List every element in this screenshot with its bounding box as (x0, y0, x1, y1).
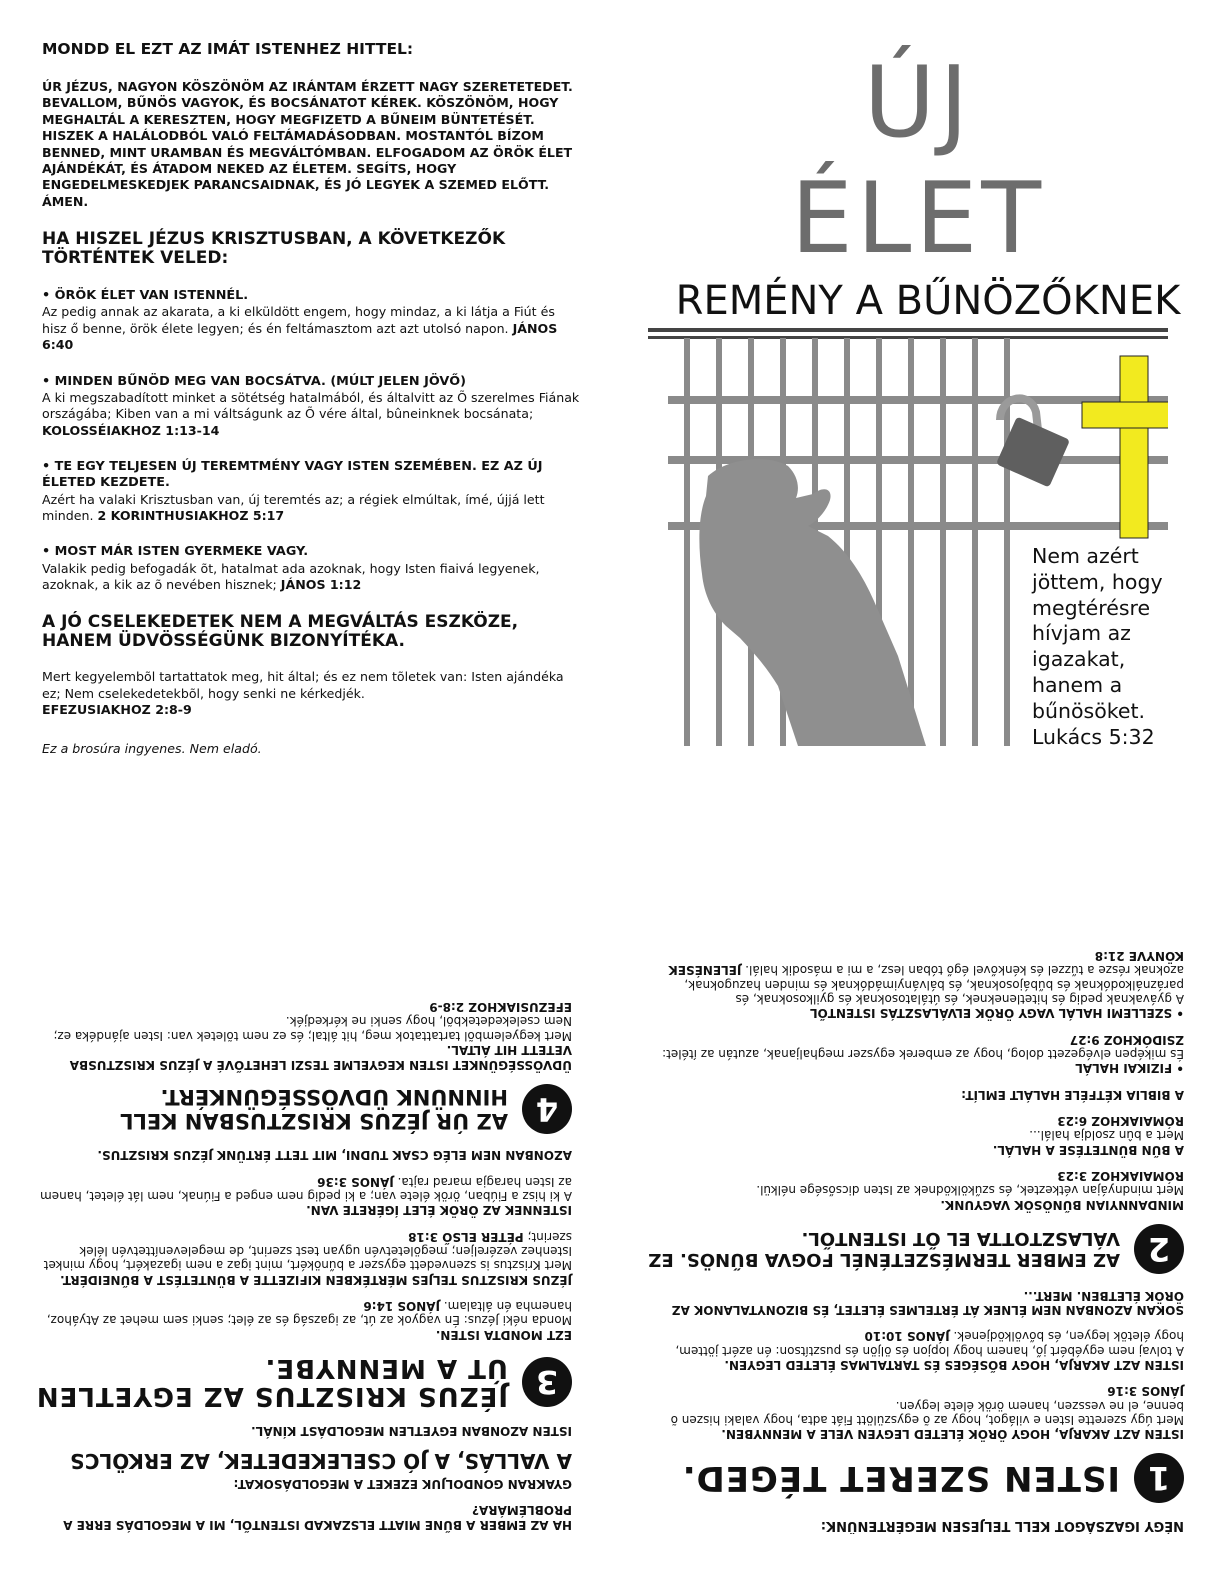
title-line-1: ÚJ (863, 46, 973, 160)
bullet-ref: KOLOSSÉIAKHOZ 1:13-14 (42, 422, 220, 438)
p3-f: A ki hisz a Fiúban, örök élete van; a ki pedig nem enged a Fiúnak, nem lát életet, hanem az Isten haragja marad rajta. (40, 1174, 572, 1203)
title-line-2: ÉLET (790, 162, 1046, 276)
bullet-text: Valakik pedig befogadák õt, hatalmat ada azoknak, hogy Isten fiaivá legyenek, azoknak, a kik az õ nevében hisznek; (42, 560, 540, 592)
p2-b: Mert mindnyájan vétkeztek, és szűkölködnek az Isten dicsősége nélkül. (756, 1183, 1184, 1198)
inside-panel-3-4 (0, 792, 612, 1584)
quote-line: hívjam az (1032, 621, 1131, 646)
point-1-heading: ISTEN SZERET TÉGED. (681, 1458, 1120, 1499)
believe-heading: HA HISZEL JÉZUS KRISZTUSBAN, A KÖVETKEZŐK TÖRTÉNTEK VELED: (42, 229, 506, 269)
bullet-block-child-of-god (42, 544, 582, 593)
bullet-block-forgiven (42, 374, 582, 439)
prayer-text: ÚR JÉZUS, NAGYON KÖSZÖNÖM AZ IRÁNTAM ÉRZETT NAGY SZERETETEDET. BEVALLOM, BŰNÖS VAGYOK, ÉS BOCSÁNATOT KÉREK. KÖSZÖNÖM, HOGY MEGHALTÁL A KERESZTEN, HOGY MEGFIZETD A BŰNEIM BÜNTETÉSÉT. HISZEK A HALÁLODBÓL VALÓ FELTÁMADÁSODBAN. MOSTANTÓL BÍZOM BENNED, MINT URAMBAN ÉS MEGVÁLTÓMBAN. ELFOGADOM AZ ÖRÖK ÉLET AJÁNDÉKÁT, ÉS ÁTADOM NEKED AZ ÉLETEM. SEGÍTS, HOGY ENGEDELMESKEDJEK PARANCSAIDNAK, ÉS JÓ LEGYEK A SZEMED ELŐTT. ÁMEN. (42, 79, 573, 209)
p2-f: • FIZIKAI HALÁL (1075, 1061, 1184, 1076)
p3-b: Monda néki Jézus: Én vagyok az út, az igazság és az élet; senki sem mehet az Atyához, hanemha én általam. (46, 1298, 572, 1328)
p2-e: A BIBLIA KÉTFÉLE HALÁLT EMLÍT: (961, 1088, 1184, 1103)
one-solution: ISTEN AZONBAN EGYETLEN MEGOLDÁST KÍNÁL. (251, 1424, 572, 1439)
four-truths-intro: NÉGY IGAZSÁGOT KELL TELJESEN MEGÉRTENÜNK: (820, 1518, 1184, 1533)
quote-line: hanem a (1032, 672, 1123, 697)
point-3-heading: JÉZUS KRISZTUS AZ EGYETLEN ÚT A MENNYBE. (35, 1352, 508, 1411)
bullet-block-eternal-life (42, 288, 582, 353)
p2-h: • SZELLEMI HALÁL VAGY ÖRÖK ELVÁLASZTÁS ISTENTŐL (809, 1006, 1184, 1021)
p3-b-ref: JÁNOS 14:6 (363, 1298, 441, 1313)
bullet-title: • MINDEN BŰNÖD MEG VAN BOCSÁTVA. (MÚLT JELEN JÖVŐ) (42, 373, 467, 389)
p2-a: MINDANNYIAN BŰNÖSÖK VAGYUNK. (940, 1198, 1184, 1213)
quote-line: Lukács 5:32 (1032, 724, 1155, 749)
bullet-ref: 2 KORINTHUSIAKHOZ 5:17 (97, 507, 285, 523)
p2-d-ref: RÓMAIAKHOZ 6:23 (1057, 1114, 1184, 1129)
p4-b-ref: EFEZUSIAKHOZ 2:8-9 (429, 1000, 572, 1015)
p2-i: A gyávaknak pedig és hitetleneknek, és útálatosoknak és gyilkosoknak, és paráználkodóknak és bűbájosoknak, és bálványimádóknak és minden hazugoknak, azoknak része a tűzzel és kénkővel égő tóban lesz, a mi a második halál. (684, 963, 1184, 1006)
bullet-title: • ÖRÖK ÉLET VAN ISTENNÉL. (42, 288, 249, 304)
free-note: Ez a brosúra ingyenes. Nem eladó. (42, 740, 262, 756)
false-solutions: A VALLÁS, A JÓ CSELEKEDETEK, AZ ERKÖLCS (70, 1449, 572, 1474)
point-2-heading: AZ EMBER TERMÉSZETÉNÉL FOGVA BŰNÖS. EZ VÁLASZTOTTA EL ŐT ISTENTŐL. (648, 1228, 1120, 1271)
p3-c: JÉZUS KRISZTUS TELJES MÉRTÉKBEN KIFIZETTE A BÜNTETÉST A BŰNEIDÉRT. (60, 1272, 572, 1287)
prisoner-silhouette (699, 459, 926, 746)
p4-a: ÜDVÖSSÉGÜNKET ISTEN KEGYELME TESZI LEHETŐVÉ A JÉZUS KRISZTUSBA VETETT HIT ÁLTAL. (69, 1043, 572, 1072)
bullet-ref: JÁNOS 1:12 (280, 576, 362, 592)
p2-g: És miképen elvégezett dolog, hogy az emberek egyszer meghaljanak, azután az ítélet: (662, 1046, 1184, 1061)
point-4-header (32, 1084, 572, 1134)
bullet-title: • TE EGY TELJESEN ÚJ TEREMTMÉNY VAGY ISTEN SZEMÉBEN. EZ AZ ÚJ ÉLETED KEZDETE. (42, 459, 543, 491)
p1-d: A tolvaj nem egyébért jő, hanem hogy lopjon és öljön és pusztítson: én azért jöttem, hogy életök legyen, és bővölködjenek. (675, 1329, 1184, 1358)
number-badge: 3 (522, 1357, 572, 1407)
p2-g-ref: ZSIDÓKHOZ 9:27 (1069, 1032, 1184, 1047)
bullet-text: Azért ha valaki Krisztusban van, új teremtés az; a régiek elmúltak, ímé, újjá lett minden. (42, 491, 545, 523)
cover-subtitle: REMÉNY A BŰNÖZŐKNEK (675, 278, 1181, 324)
works-text: Mert kegyelembõl tartattatok meg, hit által; és ez nem tõletek van: Isten ajándéka ez; Nem cselekedetekbõl, hogy senki ne kérkedjék. (42, 669, 564, 701)
p1-b-ref: JÁNOS 3:16 (1107, 1384, 1184, 1399)
point-3-header (32, 1354, 572, 1410)
p2-d: Mert a bûn zsoldja halál... (1029, 1128, 1184, 1143)
bullet-ref: JÁNOS 6:40 (42, 320, 558, 353)
solutions-intro: GYAKRAN GONDOLJUK EZEKET A MEGOLDÁSOKAT: (233, 1476, 572, 1491)
p4-b: Mert kegyelembõl tartattatok meg, hit által; és ez nem tõletek van: Isten ajándéka ez; Nem cselekedetekbõl, hogy senki ne kérkedjék. (53, 1014, 572, 1043)
bullet-block-new-creation (42, 459, 582, 524)
p2-i-ref: JELENÉSEK KÖNYVE 21:8 (668, 949, 1184, 978)
quote-line: Nem azért (1032, 544, 1139, 568)
bullet-title: • MOST MÁR ISTEN GYERMEKE VAGY. (42, 544, 309, 560)
back-panel (42, 40, 582, 756)
p1-b: Mert úgy szerette Isten e világot, hogy az õ egyszülött Fiát adta, hogy valaki hiszen õ benne, el ne vesszen, hanem örök élete legyen. (670, 1398, 1184, 1427)
p3-f-ref: JÁNOS 3:36 (317, 1174, 394, 1189)
p3-d: Mert Krisztus is szenvedett egyszer a bűnökért, mint igaz a nem igazakért, hogy minket Istenhez vezéreljen; megöletetvén ugyan test szerint, de megeleveníttetvén lélek szerint; (43, 1229, 572, 1273)
quote-line: bűnösöket. (1032, 698, 1146, 723)
p1-c: ISTEN AZT AKARJA, HOGY BŐSÉGES ÉS TARTALMAS ÉLETED LEGYEN. (724, 1358, 1184, 1373)
solution-question: HA AZ EMBER A BŰNE MIATT ELSZAKAD ISTENTŐL, MI A MEGOLDÁS ERRE A PROBLÉMÁRA? (63, 1503, 572, 1532)
p3-d-ref: PÉTER ELSŐ 3:18 (408, 1229, 524, 1244)
prayer-heading: MONDD EL EZT AZ IMÁT ISTENHEZ HITTEL: (42, 40, 414, 58)
p1-e: SOKAN AZONBAN NEM ÉLNEK ÁT ÉRTELMES ÉLETET, ÉS BIZONYTALANOK AZ ÖRÖK ÉLETBEN. MERT... (671, 1288, 1184, 1318)
point-2-header (644, 1224, 1184, 1274)
works-ref: EFEZUSIAKHOZ 2:8-9 (42, 702, 192, 718)
p3-g: AZONBAN NEM ELÉG CSAK TUDNI, MIT TETT ÉRTÜNK JÉZUS KRISZTUS. (97, 1148, 572, 1163)
number-badge: 4 (522, 1084, 572, 1134)
bullet-text: A ki megszabadított minket a sötétség hatalmából, és általvitt az Õ szerelmes Fiának országába; Kiben van a mi váltságunk az Õ vére által, bûneinknek bocsánata; (42, 389, 580, 422)
number-badge: 1 (1134, 1453, 1184, 1503)
quote-line: igazakat, (1032, 647, 1126, 672)
p3-a: EZT MONDTA ISTEN. (435, 1327, 572, 1342)
quote-line: megtérésre (1032, 595, 1151, 620)
inside-panel-1-2 (612, 792, 1224, 1584)
cross-icon (1082, 356, 1168, 538)
p2-b-ref: RÓMAIAKHOZ 3:23 (1057, 1169, 1184, 1184)
point-4-heading: AZ ÚR JÉZUS KRISZTUSBAN KELL HINNÜNK ÜDVÖSSÉGÜNKÉRT. (120, 1084, 508, 1133)
number-badge: 2 (1134, 1224, 1184, 1274)
p1-a: ISTEN AZT AKARJA, HOGY ÖRÖK ÉLETED LEGYEN VELE A MENNYBEN. (721, 1427, 1184, 1442)
p2-c: A BŰN BÜNTETÉSE A HALÁL. (992, 1143, 1184, 1158)
works-heading: A JÓ CSELEKEDETEK NEM A MEGVÁLTÁS ESZKÖZE, HANEM ÜDVÖSSÉGÜNK BIZONYÍTÉKA. (42, 612, 519, 652)
bullet-text: Az pedig annak az akarata, a ki elküldött engem, hogy mindaz, a ki látja a Fiút és hisz ő benne, örök élete legyen; és én feltámasztom azt azt utolsó napon. (42, 304, 555, 336)
p3-e: ISTENNEK AZ ÖRÖK ÉLET ÍGÉRETE VAN. (306, 1203, 572, 1218)
point-1-header (644, 1453, 1184, 1503)
quote-line: jöttem, hogy (1032, 569, 1163, 594)
cover-quote (1032, 544, 1182, 750)
p1-d-ref: JÁNOS 10:10 (864, 1329, 950, 1344)
